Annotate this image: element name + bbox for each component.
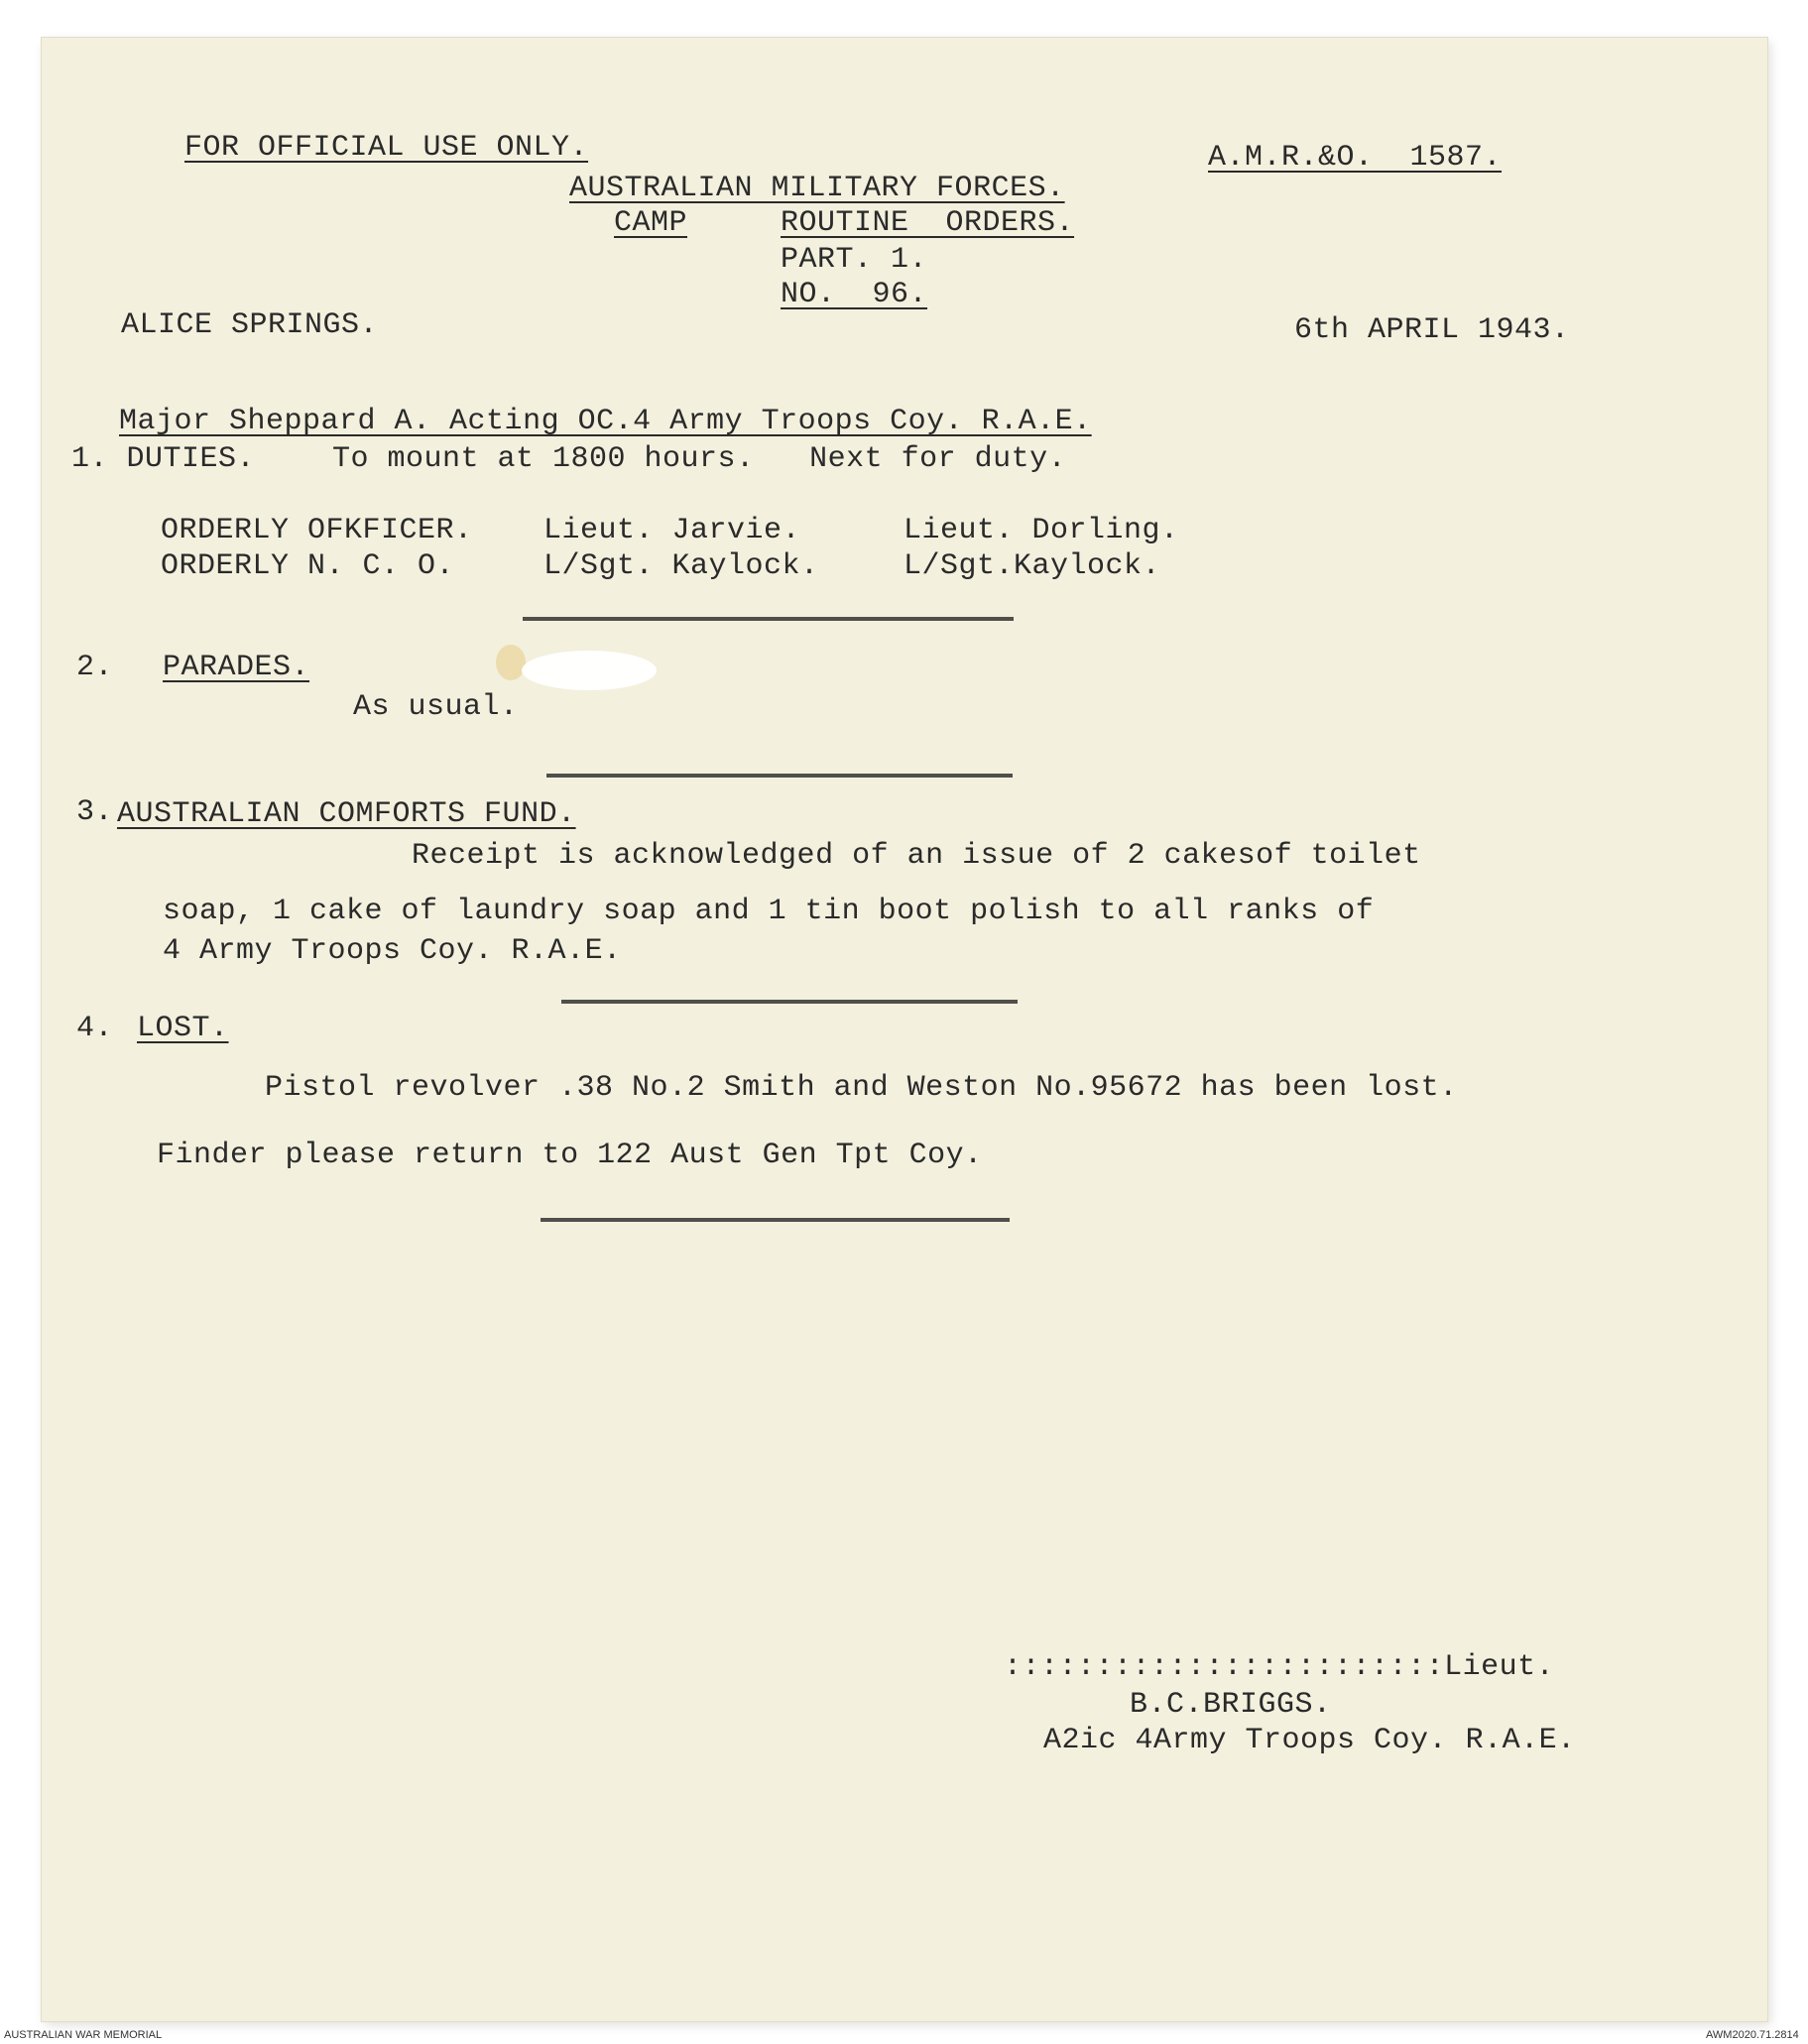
- section-divider: [541, 1218, 1010, 1222]
- duty-next: Lieut. Dorling.: [904, 514, 1179, 547]
- parades-number: 2.: [76, 651, 114, 684]
- comforts-heading: AUSTRALIAN COMFORTS FUND.: [117, 797, 576, 831]
- section-divider: [561, 1000, 1018, 1004]
- forces-heading: AUSTRALIAN MILITARY FORCES.: [569, 172, 1065, 205]
- archive-reference: AWM2020.71.2814: [1706, 2029, 1799, 2041]
- classification-heading: FOR OFFICIAL USE ONLY.: [184, 131, 589, 165]
- parades-heading: PARADES.: [163, 651, 310, 684]
- commander-line: Major Sheppard A. Acting OC.4 Army Troops Coy. R.A.E.: [119, 405, 1092, 438]
- comforts-line-2: soap, 1 cake of laundry soap and 1 tin boot polish to all ranks of: [163, 895, 1375, 928]
- duties-text: To mount at 1800 hours. Next for duty.: [332, 442, 1067, 476]
- lost-line-1: Pistol revolver .38 No.2 Smith and Weston No.95672 has been lost.: [265, 1071, 1458, 1105]
- lost-heading: LOST.: [137, 1012, 229, 1045]
- order-number: NO. 96.: [781, 278, 928, 311]
- location: ALICE SPRINGS.: [121, 308, 379, 342]
- section-divider: [523, 617, 1014, 621]
- duty-current: L/Sgt. Kaylock.: [543, 549, 819, 583]
- signatory-unit: A2ic 4Army Troops Coy. R.A.E.: [1043, 1724, 1576, 1757]
- duties-heading: 1. DUTIES.: [71, 442, 256, 476]
- lost-number: 4.: [76, 1012, 114, 1045]
- lost-line-2: Finder please return to 122 Aust Gen Tpt Coy.: [157, 1139, 983, 1172]
- comforts-number: 3.: [76, 795, 114, 829]
- signature-line: ::::::::::::::::::::::::Lieut.: [1004, 1650, 1555, 1684]
- archive-credit: AUSTRALIAN WAR MEMORIAL: [4, 2029, 163, 2041]
- orders-heading-right: ROUTINE ORDERS.: [781, 206, 1075, 240]
- paper-stain: [496, 645, 526, 680]
- orders-heading-left: CAMP: [614, 206, 688, 240]
- document-date: 6th APRIL 1943.: [1294, 313, 1570, 347]
- comforts-line-1: Receipt is acknowledged of an issue of 2 cakesof toilet: [412, 839, 1421, 873]
- duty-role: ORDERLY OFKFICER.: [161, 514, 473, 547]
- parades-text: As usual.: [353, 690, 519, 724]
- signatory-name: B.C.BRIGGS.: [1130, 1688, 1332, 1722]
- comforts-line-3: 4 Army Troops Coy. R.A.E.: [163, 934, 622, 968]
- duty-role: ORDERLY N. C. O.: [161, 549, 455, 583]
- reference-number: A.M.R.&O. 1587.: [1208, 141, 1503, 175]
- part-number: PART. 1.: [781, 243, 928, 277]
- section-divider: [546, 774, 1013, 778]
- paper-damage: [522, 651, 657, 690]
- duty-next: L/Sgt.Kaylock.: [904, 549, 1161, 583]
- duty-current: Lieut. Jarvie.: [543, 514, 801, 547]
